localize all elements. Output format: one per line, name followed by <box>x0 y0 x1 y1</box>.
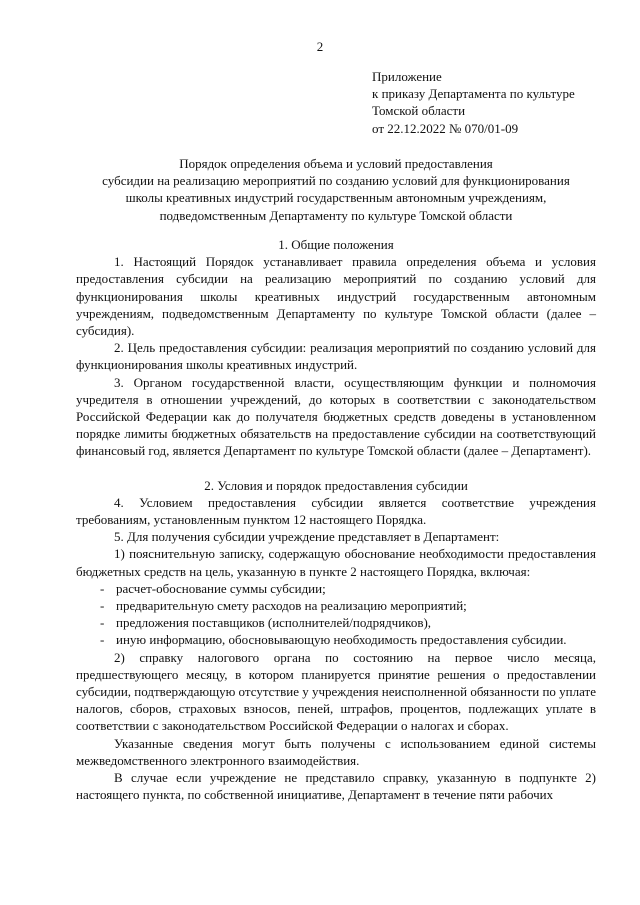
paragraph-2: 2. Цель предоставления субсидии: реализация мероприятий по созданию условий для функционирования школы креативных индустрий. <box>76 340 596 373</box>
title-line: школы креативных индустрий государственным автономным учреждениям, <box>125 190 547 206</box>
list-item: - расчет-обоснование суммы субсидии; <box>100 580 326 596</box>
annex-line: Приложение <box>372 69 442 84</box>
annex-line: от 22.12.2022 № 070/01-09 <box>372 120 519 136</box>
list-item: - иную информацию, обосновывающую необходимость предоставления субсидии. <box>100 632 567 648</box>
annex-block <box>372 68 612 137</box>
paragraph-4: 4. Условием предоставления субсидии является соответствие учреждения требованиям, установленным пунктом 12 настоящего Порядка. <box>76 494 596 528</box>
title-line: Порядок определения объема и условий предоставления <box>179 156 493 171</box>
document-body <box>76 236 596 804</box>
paragraph-5: 5. Для получения субсидии учреждение представляет в Департамент: <box>114 529 500 545</box>
title-line: субсидии на реализацию мероприятий по созданию условий для функционирования <box>102 173 570 189</box>
list-item: - предварительную смету расходов на реализацию мероприятий; <box>100 598 467 614</box>
section-spacer <box>76 460 596 477</box>
note-paragraph-1: Указанные сведения могут быть получены с использованием единой системы межведомственного электронного взаимодействия. <box>76 735 596 768</box>
section-heading-conditions: 2. Условия и порядок предоставления субсидии <box>204 477 468 493</box>
paragraph-3: 3. Органом государственной власти, осуществляющим функции и полномочия учредителя в отношении учреждений, до которых в соответствии с законодательством Российской Федерации как до получателя бюджетных средств доведены в установленном порядке лимиты бюджетных обязательств на предоставление субсидии на соответствующий финансовый год, является Департамент по культуре Томской области (далее – Департамент). <box>76 374 596 459</box>
title-line: подведомственным Департаменту по культуре Томской области <box>159 207 513 223</box>
section-heading-general: 1. Общие положения <box>278 237 394 252</box>
note-paragraph-2: В случае если учреждение не представило справку, указанную в подпункте 2) настоящего пункта, по собственной инициативе, Департамент в течение пяти рабочих <box>76 770 596 803</box>
annex-line: Томской области <box>372 103 466 119</box>
paragraph-1: 1. Настоящий Порядок устанавливает правила определения объема и условия предоставления субсидии на реализацию мероприятий по созданию условий для функционирования школы креативных индустрий государственным автономным учреждениям, подведомственным Департаменту по культуре Томской области (далее – субсидия). <box>76 254 596 339</box>
subitem-2: 2) справку налогового органа по состоянию на первое число месяца, предшествующего месяцу, в котором планируется принятие решения о предоставлении субсидии, подтверждающую отсутствие у учреждения неисполненной обязанности по уплате налогов, сборов, страховых взносов, пеней, штрафов, процентов, подлежащих уплате в соответствии с законодательством Российской Федерации о налогах и сборах. <box>76 649 596 734</box>
annex-line: к приказу Департамента по культуре <box>372 86 575 102</box>
requirements-list <box>76 580 596 649</box>
document-title <box>76 155 596 224</box>
list-item: - предложения поставщиков (исполнителей/подрядчиков), <box>100 615 432 631</box>
subitem-1: 1) пояснительную записку, содержащую обоснование необходимости предоставления бюджетных средств на цель, указанную в пункте 2 настоящего Порядка, включая: <box>76 546 596 579</box>
page-number: 2 <box>316 39 324 54</box>
